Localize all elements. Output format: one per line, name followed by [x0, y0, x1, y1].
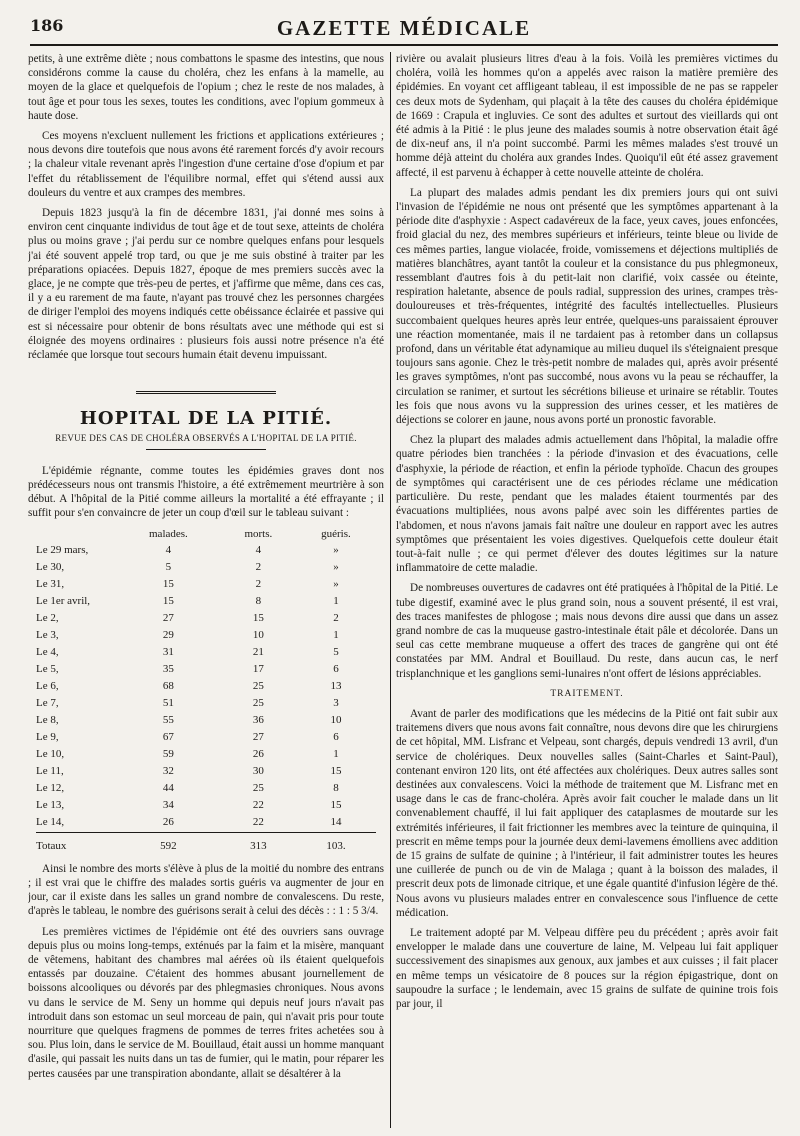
- table-cell: 44: [162, 782, 174, 795]
- table-cell: 15: [330, 765, 342, 778]
- table-cell: 34: [162, 799, 174, 812]
- table-cell: »: [333, 561, 339, 574]
- table-cell: 59: [162, 748, 174, 761]
- table-cell: Le 13,: [36, 799, 65, 812]
- table-header-cell: guéris.: [321, 527, 351, 540]
- table-cell: 17: [252, 663, 264, 676]
- table-header-cell: morts.: [244, 527, 273, 540]
- table-cell: 27: [252, 731, 264, 744]
- table-cell: Le 2,: [36, 612, 59, 625]
- table-cell: 22: [252, 799, 264, 812]
- table-cell: 1: [333, 748, 339, 761]
- table-cell: 36: [252, 714, 264, 727]
- table-row: [36, 798, 376, 815]
- table-row: [36, 764, 376, 781]
- table-cell: Le 30,: [36, 561, 65, 574]
- paragraph: Ainsi le nombre des morts s'élève à plus de la moitié du nombre des entrans ; il est vrai que le chiffre des malades sortis guéris va augmenter de jour en jour, car il existe dans les salles un grand nombre de convalescens. Du reste, d'après le tableau, le nombre des guérisons serait à celui des décès : : 1 : 5 3/4.: [28, 862, 384, 918]
- section-separator: [28, 384, 384, 398]
- table-row: [36, 815, 376, 833]
- left-column: [28, 52, 384, 1128]
- table-cell: 35: [162, 663, 174, 676]
- table-cell: 25: [252, 680, 264, 693]
- table-cell: 25: [252, 782, 264, 795]
- table-cell: 25: [252, 697, 264, 710]
- table-cell: »: [333, 578, 339, 591]
- table-cell: 15: [162, 578, 174, 591]
- table-row: [36, 628, 376, 645]
- section-title: HOPITAL DE LA PITIÉ.: [79, 408, 333, 430]
- table-row: [36, 696, 376, 713]
- table-header-cell: [36, 527, 116, 543]
- paragraph: Chez la plupart des malades admis actuellement dans l'hôpital, la maladie offre quatre périodes bien tranchées : la période d'invasion et des évacuations, celle d'asphyxie, la période de réaction, et enfin la période typhoïde. Chacun des groupes de symptômes qui caractérisent une de ces périodes réclame une médication particulière. Du reste, pendant que les malades étaient tourmentés par des évacuations multipliées, nous avons palpé avec soin les différentes parties de l'abdomen, et nous n'avons jamais fait naître une douleur en rapport avec les autres symptômes que présentaient les voies digestives. Quelquefois cette douleur était tout-à-fait nulle ; ce qui permet d'élever des doutes légitimes sur la nature inflammatoire de cette maladie.: [396, 434, 778, 575]
- table-cell: 21: [252, 646, 264, 659]
- table-cell: 5: [165, 561, 172, 574]
- paragraph: Le traitement adopté par M. Velpeau diffère peu du précédent ; après avoir fait envelopper le malade dans une couverture de laine, M. Velpeau lui fait appliquer successivement des sinapismes aux genoux, aux jambes et aux cuisses ; il fait placer en même temps un vésicatoire de 8 pouces sur la région épigastrique, dont on saupoudre la surface ; le lendemain, avec 15 grains de sulfate de quinine trois fois par jour, il: [396, 926, 778, 1010]
- table-cell: 6: [333, 731, 339, 744]
- table-cell: 55: [162, 714, 174, 727]
- table-cell: Le 5,: [36, 663, 59, 676]
- table-cell: 15: [330, 799, 342, 812]
- paragraph: Depuis 1823 jusqu'à la fin de décembre 1831, j'ai donné mes soins à environ cent cinquante individus de tout âge et de tout sexe, atteints de choléra plus ou moins grave ; j'ai perdu sur ce nombre quelques enfans pour lesquels j'ai été souvent appelé trop tard, ou que je me suis obstiné à traiter par les préparations opiacées. Depuis 1827, époque de mes premiers succès avec la glace, je ne compte que très-peu de pertes, et j'affirme que même, dans ces cas, il y a eu rarement de ma faute, n'ayant pas trouvé chez les personnes chargées de diriger l'emploi des moyens indiqués cette obéissance éclairée et passive qui est si nécessaire pour obtenir de bons résultats avec une méthode qui est si éloignée des moyens ordinaires : plusieurs fois aussi notre présence n'a été réclamée que lorsque tout secours humain était devenu impuissant.: [28, 207, 384, 362]
- table-cell: 1: [333, 595, 339, 608]
- table-cell: Le 9,: [36, 731, 59, 744]
- paragraph: rivière ou avalait plusieurs litres d'eau à la fois. Voilà les premières victimes du choléra, voilà les hommes qu'on a appelés avec raison la matière première des épidémies. En voyant cet affligeant tableau, il est impossible de ne pas se rappeler ces deux mots de Sydenham, qui plaçait à la tête des causes du choléra épidémique de 1669 : Crapula et ingluvies. Ce sont des adultes et surtout des vieillards qui ont été admis à la Pitié : le plus jeune des malades soumis à notre observation était âgé de dix-neuf ans, il n'a point succombé. Parmi les mêmes malades s'est trouvé un homme déjà atteint du choléra aux grandes Indes. Quoiqu'il eût été assez gravement affecté, il est parvenu à échapper à cette nouvelle atteinte de choléra.: [396, 53, 778, 179]
- journal-title: GAZETTE MÉDICALE: [276, 16, 532, 40]
- table-cell: Le 31,: [36, 578, 65, 591]
- table-header-row: [36, 527, 376, 543]
- table-cell: 26: [252, 748, 264, 761]
- table-cell: 2: [255, 578, 262, 591]
- page-number: 186: [30, 16, 64, 35]
- table-cell: 68: [162, 680, 174, 693]
- table-row: [36, 679, 376, 696]
- table-cell: 5: [333, 646, 339, 659]
- table-cell: 29: [162, 629, 174, 642]
- table-cell: 14: [330, 816, 342, 829]
- table-row: [36, 747, 376, 764]
- table-cell: Le 12,: [36, 782, 65, 795]
- table-cell: 31: [162, 646, 174, 659]
- table-row: [36, 577, 376, 594]
- table-cell: 26: [162, 816, 174, 829]
- table-cell: Le 6,: [36, 680, 59, 693]
- table-row: [36, 594, 376, 611]
- section-subtitle: REVUE DES CAS DE CHOLÉRA OBSERVÉS A L'HOPITAL DE LA PITIÉ.: [28, 431, 384, 454]
- table-cell: 22: [252, 816, 264, 829]
- table-cell: Le 4,: [36, 646, 59, 659]
- table-cell: 8: [333, 782, 339, 795]
- table-cell: 4: [165, 544, 172, 557]
- table-cell: 67: [162, 731, 174, 744]
- table-cell: 15: [162, 595, 174, 608]
- subheading: TRAITEMENT.: [550, 688, 624, 699]
- table-cell: Le 7,: [36, 697, 59, 710]
- table-cell: 592: [116, 832, 221, 856]
- table-row: [36, 730, 376, 747]
- table-cell: 8: [255, 595, 262, 608]
- table-cell: 1: [333, 629, 339, 642]
- table-row: [36, 713, 376, 730]
- table-cell: Totaux: [36, 832, 116, 856]
- table-cell: Le 29 mars,: [36, 544, 89, 557]
- table-cell: 4: [255, 544, 262, 557]
- table-cell: 15: [252, 612, 264, 625]
- table-row: [36, 781, 376, 798]
- table-cell: 3: [333, 697, 339, 710]
- table-cell: Le 8,: [36, 714, 59, 727]
- paragraph: Les premières victimes de l'épidémie ont été des ouvriers sans ouvrage depuis plus ou moins long-temps, exténués par la faim et la misère, manquant de vêtemens, habitant des chambres mal aérées où ils étaient quelquefois entassés par douzaine. C'étaient des hommes abusant journellement de boissons alcooliques ou dévorés par des phlegmasies chroniques. Nous avons vu dans le service de M. Seny un homme qui depuis neuf jours n'avait pas introduit dans son estomac un seul morceau de pain, qui n'avait pris pour toute nourriture que quelques fragmens de pommes de terres frites achetées sou à sou. Plus loin, dans le service de M. Bouillaud, était aussi un homme manquant d'asile, qui passait les nuits dans un tas de fumier, qui le matin, pour réparer les pertes causées par une transpiration abondante, allait se désaltérer à la: [28, 925, 384, 1080]
- table-totals-row: [36, 832, 376, 856]
- table-cell: Le 14,: [36, 816, 65, 829]
- table-row: [36, 560, 376, 577]
- table-cell: 10: [252, 629, 264, 642]
- table-cell: 51: [162, 697, 174, 710]
- page-header: [30, 16, 778, 46]
- table-row: [36, 543, 376, 560]
- table-cell: 6: [333, 663, 339, 676]
- table-row: [36, 645, 376, 662]
- table-cell: Le 10,: [36, 748, 65, 761]
- table-row: [36, 611, 376, 628]
- table-cell: »: [333, 544, 339, 557]
- right-column: [396, 52, 778, 1128]
- table-cell: Le 11,: [36, 765, 64, 778]
- table-header-cell: malades.: [149, 527, 188, 540]
- paragraph: Ces moyens n'excluent nullement les frictions et applications extérieures ; nous devons dire toutefois que nous avons été rarement forcés d'y avoir recours ; la chaleur vitale revenant après l'ingestion d'une certaine d'ose d'opium et par l'effet du rétablissement de l'équilibre normal, effet qui s'étend aussi aux douleurs du ventre et aux crampes des membres.: [28, 130, 384, 199]
- column-divider: [390, 52, 391, 1128]
- cholera-stats-table: [36, 527, 376, 856]
- table-cell: 103.: [296, 832, 376, 856]
- table-cell: 2: [255, 561, 262, 574]
- table-cell: 2: [333, 612, 339, 625]
- paragraph: La plupart des malades admis pendant les dix premiers jours qui ont suivi l'invasion de l'épidémie ne nous ont présenté que les symptômes appartenant à la période dite d'asphyxie : Aspect cadavéreux de la face, yeux caves, joues enfoncées, froid glacial du nez, des membres supérieurs et inférieurs, teinte bleue ou livide de ces mêmes parties, langue violacée, froide, vomissemens et déjections multipliés de matières blanchâtres, ayant tantôt la couleur et la consistance du pus phlegmoneux, ressemblant d'autres fois à du petit-lait non clarifié, voix cassée ou éteinte, respiration haletante, absence de pouls radial, suppression des urines, crampes très-douloureuses et très-fréquentes, intégrité des facultés intellectuelles. Plusieurs succombaient quelques heures après leur entrée, quelques-uns paraissaient éprouver une réaction momentanée, mais il ne tardaient pas à retomber dans un collapsus profond, dans un véritable état adynamique au milieu duquel ils s'éteignaient presque toujours sans agonie. Chez le très-petit nombre de malades qui, après avoir présenté les graves symptômes, n'ont pas succombé, nous avons vu la peau se réchauffer, la circulation se ranimer, et surtout les sécrétions bilieuse et urinaire se rétablir. Toutes les fois que nous avons vu la suppression des urines cesser, et les matières de déjections se colorer en jaune, nous avons porté un pronostic favorable.: [396, 186, 778, 427]
- table-cell: 30: [252, 765, 264, 778]
- table-cell: 32: [162, 765, 174, 778]
- table-row: [36, 662, 376, 679]
- table-cell: 313: [221, 832, 296, 856]
- table-cell: 13: [330, 680, 342, 693]
- paragraph: Avant de parler des modifications que les médecins de la Pitié ont fait subir aux traitemens divers que nous avons fait connaître, nous devons dire que les chirurgiens de cet hôpital, MM. Lisfranc et Velpeau, sont chargés, depuis vendredi 13 avril, d'un service de cholériques. Deux nouvelles salles (Saint-Charles et Saint-Paul), contenant environ 120 lits, ont été affectées aux cholériques. Deux autres salles sont destinées aux convalescens. Voici la méthode de traitement que M. Lisfranc met en usage dans le cas de franc-choléra. Après avoir fait coucher le malade dans un lit convenablement chauffé, il lui fait appliquer des cataplasmes de moutarde sur les extrémités inférieures, il fait frictionner les membres avec la teinture de quinquina, il prescrit en même temps pour la journée deux demi-lavemens émolliens avec addition de 15 grains de sulfate de quinine ; à l'intérieur, il fait administrer toutes les heures une cuillerée de punch ou de vin de Malaga ; quant à la boisson des malades, il prescrit deux pots de limonade citrique, et une égale quantité d'infusion légère de thé. Nous avons vu plusieurs malades entrer en convalescence sous l'influence de cette médication.: [396, 707, 778, 919]
- paragraph: De nombreuses ouvertures de cadavres ont été pratiquées à l'hôpital de la Pitié. Le tube digestif, examiné avec le plus grand soin, nous a souvent présenté, il est vrai, des traces manifestes de phlogose ; mais nous devons dire aussi que dans un assez grand nombre de cas la muqueuse gastro-intestinale était pâle et décolorée. Dans un seul cas cette membrane muqueuse a offert des traces de gangrène qui ont été constatées par MM. Andral et Bouillaud. Du reste, dans aucun cas, le nerf trisplanchnique et les ganglions semi-lunaires n'ont offert de lésions appréciables.: [396, 582, 778, 680]
- table-cell: Le 1er avril,: [36, 595, 91, 608]
- paragraph: L'épidémie régnante, comme toutes les épidémies graves dont nos prédécesseurs nous ont transmis l'histoire, a été extrêmement meurtrière à son début. A l'hôpital de la Pitié comme ailleurs la mortalité a été effrayante ; il suffit pour s'en convaincre de jeter un coup d'œil sur le tableau suivant :: [28, 464, 384, 520]
- table-cell: Le 3,: [36, 629, 59, 642]
- paragraph: petits, à une extrême diète ; nous combattons le spasme des intestins, que nous considérons comme la cause du choléra, chez les enfans à la mamelle, au moyen de la glace et quelquefois de l'opium ; chez le reste de nos malades, à tout âge et pour tous les sexes, toutes les conditions, avec l'opium gommeux à haute dose.: [28, 53, 384, 122]
- table-cell: 27: [162, 612, 174, 625]
- table-cell: 10: [330, 714, 342, 727]
